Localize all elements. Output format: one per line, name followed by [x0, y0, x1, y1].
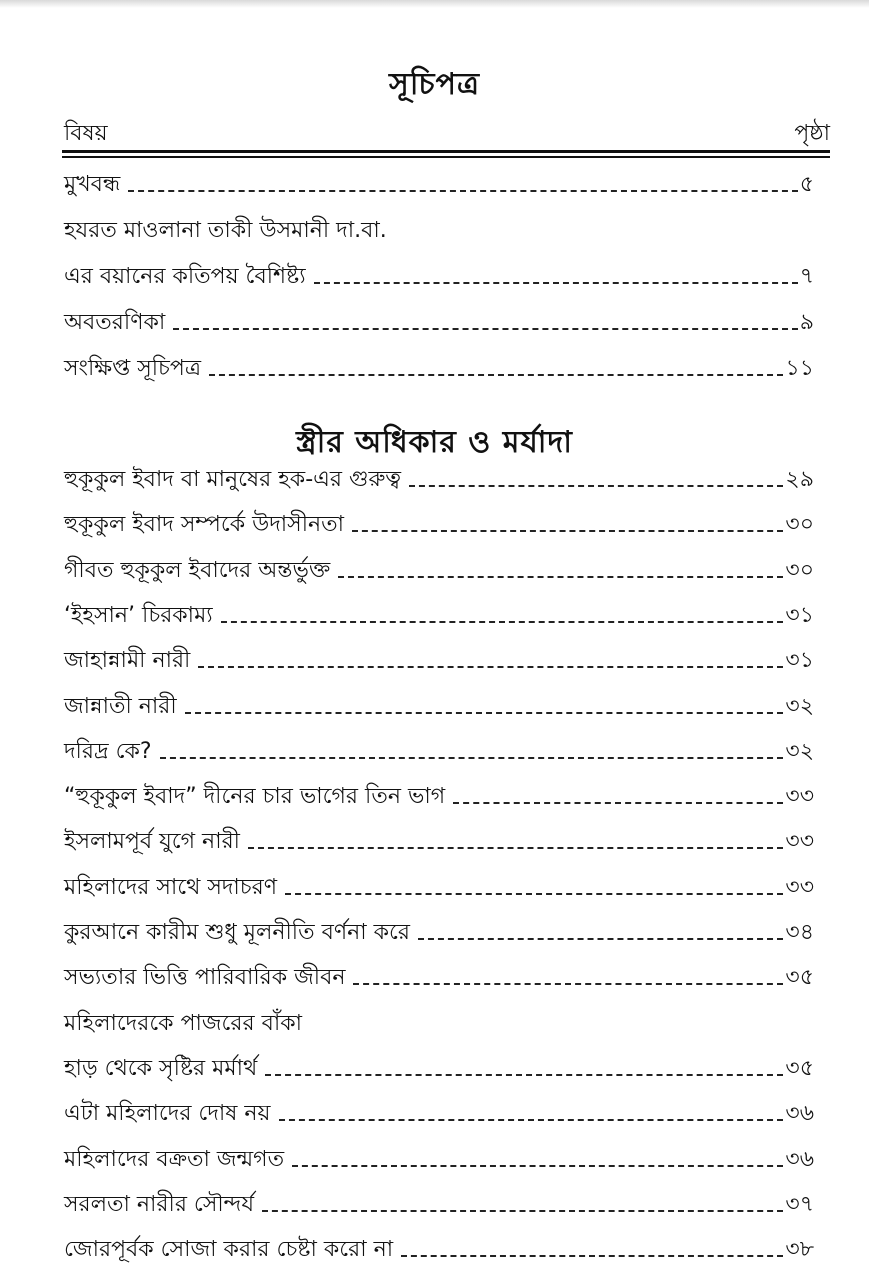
toc-entry: [64, 1052, 814, 1086]
bleed-through-shadow: [0, 0, 869, 8]
toc-entry-page: ৩০: [785, 512, 814, 538]
toc-entry-text: মুখবন্ধ: [64, 172, 121, 197]
toc-entry: [64, 1143, 814, 1177]
toc-entry-page: ৩৩: [785, 829, 814, 855]
toc-entry: [64, 168, 814, 202]
toc-entry-text: এর বয়ানের কতিপয় বৈশিষ্ট্য: [64, 264, 306, 289]
dot-leader: [314, 282, 798, 284]
dot-leader: [409, 485, 783, 487]
dot-leader: [262, 1210, 783, 1212]
toc-entry-page: ৯: [799, 310, 814, 335]
dot-leader: [128, 190, 797, 192]
dot-leader: [160, 757, 784, 759]
toc-entry-text: সংক্ষিপ্ত সূচিপত্র: [64, 356, 201, 381]
toc-entry-page: ৩৮: [785, 1237, 814, 1263]
dot-leader: [185, 712, 784, 714]
toc-entry: [64, 463, 814, 497]
toc-entry: [64, 780, 814, 814]
column-page-label: পৃষ্ঠা: [794, 121, 830, 146]
toc-entry-page: ৩৬: [785, 1101, 814, 1127]
toc-entry-page: ৩৩: [785, 784, 814, 810]
toc-entry-text: ‘ইহসান’ চিরকাম্য: [64, 602, 213, 628]
toc-entry: [64, 644, 814, 678]
toc-entry: [64, 1188, 814, 1222]
toc-entry: [64, 508, 814, 542]
toc-entry-page: ২৯: [785, 467, 814, 492]
toc-entry: [64, 961, 814, 995]
dot-leader: [221, 621, 784, 623]
toc-entry-page: ৩২: [785, 693, 814, 719]
toc-entry-page: ৩৬: [785, 1146, 814, 1172]
toc-entry-text: “হুকূকুল ইবাদ” দীনের চার ভাগের তিন ভাগ: [64, 784, 446, 810]
dot-leader: [265, 1074, 783, 1076]
toc-entry-text: ইসলামপূর্ব যুগে নারী: [64, 829, 240, 855]
toc-entry: [64, 306, 814, 340]
dot-leader: [353, 983, 783, 985]
toc-entry-text: সরলতা নারীর সৌন্দর্য: [64, 1191, 254, 1217]
toc-entry-page: ৩৫: [785, 1055, 814, 1081]
dot-leader: [279, 1119, 784, 1121]
dot-leader: [418, 938, 783, 940]
toc-entry: [64, 1007, 814, 1041]
toc-entry: [64, 871, 814, 905]
toc-entry-text: কুরআনে কারীম শুধু মূলনীতি বর্ণনা করে: [64, 920, 410, 945]
toc-entry-page: ৩১: [785, 648, 814, 674]
toc-entry: [64, 916, 814, 950]
toc-entry: [64, 214, 814, 248]
toc-entry-page: ৩৩: [785, 874, 814, 900]
toc-entry-text: মহিলাদেরকে পাজরের বাঁকা: [64, 1010, 302, 1036]
toc-entry-text: মহিলাদের বক্রতা জন্মগত: [64, 1146, 285, 1172]
dot-leader: [248, 847, 783, 849]
dot-leader: [285, 893, 783, 895]
toc-entry-page: ৩৭: [785, 1191, 814, 1217]
toc-entry-text: হযরত মাওলানা তাকী উসমানী দা.বা.: [64, 218, 387, 243]
toc-entry-page: ৩৫: [785, 965, 814, 991]
column-header: [64, 116, 830, 148]
toc-entry-text: অবতরণিকা: [64, 310, 166, 335]
dot-leader: [401, 1255, 783, 1257]
toc-entry-text: জাহান্নামী নারী: [64, 648, 191, 674]
toc-entry-text: মহিলাদের সাথে সদাচরণ: [64, 874, 278, 900]
dot-leader: [338, 576, 783, 578]
toc-entry: [64, 260, 814, 294]
toc-entry-text: জোরপূর্বক সোজা করার চেষ্টা করো না: [64, 1237, 394, 1263]
toc-entry-page: ৫: [799, 172, 814, 197]
toc-entry-text: হুকূকুল ইবাদ সম্পর্কে উদাসীনতা: [64, 512, 345, 538]
toc-entry: [64, 825, 814, 859]
section-title: স্ত্রীর অধিকার ও মর্যাদা: [296, 425, 573, 460]
dot-leader: [352, 530, 783, 532]
dot-leader: [209, 374, 783, 376]
toc-entry-text: সভ্যতার ভিত্তি পারিবারিক জীবন: [64, 965, 346, 991]
column-subject-label: বিষয়: [64, 121, 108, 146]
toc-entry-page: ৩০: [785, 557, 814, 583]
toc-entry-page: ৩৪: [785, 920, 814, 945]
toc-entry-page: ৩২: [785, 738, 814, 764]
dot-leader: [173, 328, 797, 330]
toc-entry-page: ৩১: [785, 602, 814, 628]
page-title: সূচিপত্র: [389, 67, 480, 102]
dot-leader: [453, 802, 783, 804]
toc-entry: [64, 1097, 814, 1131]
toc-entry: [64, 735, 814, 769]
toc-entry-text: হাড় থেকে সৃষ্টির মর্মার্থ: [64, 1055, 258, 1081]
toc-entry-page: ১১: [785, 356, 814, 381]
toc-entry-text: জান্নাতী নারী: [64, 693, 177, 719]
dot-leader: [292, 1165, 783, 1167]
toc-entry-text: হুকূকুল ইবাদ বা মানুষের হক-এর গুরুত্ব: [64, 467, 402, 492]
toc-entry: [64, 352, 814, 386]
toc-entry: [64, 1233, 814, 1267]
toc-entry: [64, 690, 814, 724]
toc-entry-text: দরিদ্র কে?: [64, 738, 152, 764]
toc-entry-page: ৭: [799, 264, 814, 289]
toc-entry-text: গীবত হুকূকুল ইবাদের অন্তর্ভুক্ত: [64, 557, 331, 583]
toc-entry: [64, 599, 814, 633]
header-rule-thick: [62, 150, 830, 153]
toc-entry: [64, 554, 814, 588]
dot-leader: [198, 666, 783, 668]
header-rule-thin: [62, 156, 830, 158]
toc-entry-text: এটা মহিলাদের দোষ নয়: [64, 1101, 271, 1127]
